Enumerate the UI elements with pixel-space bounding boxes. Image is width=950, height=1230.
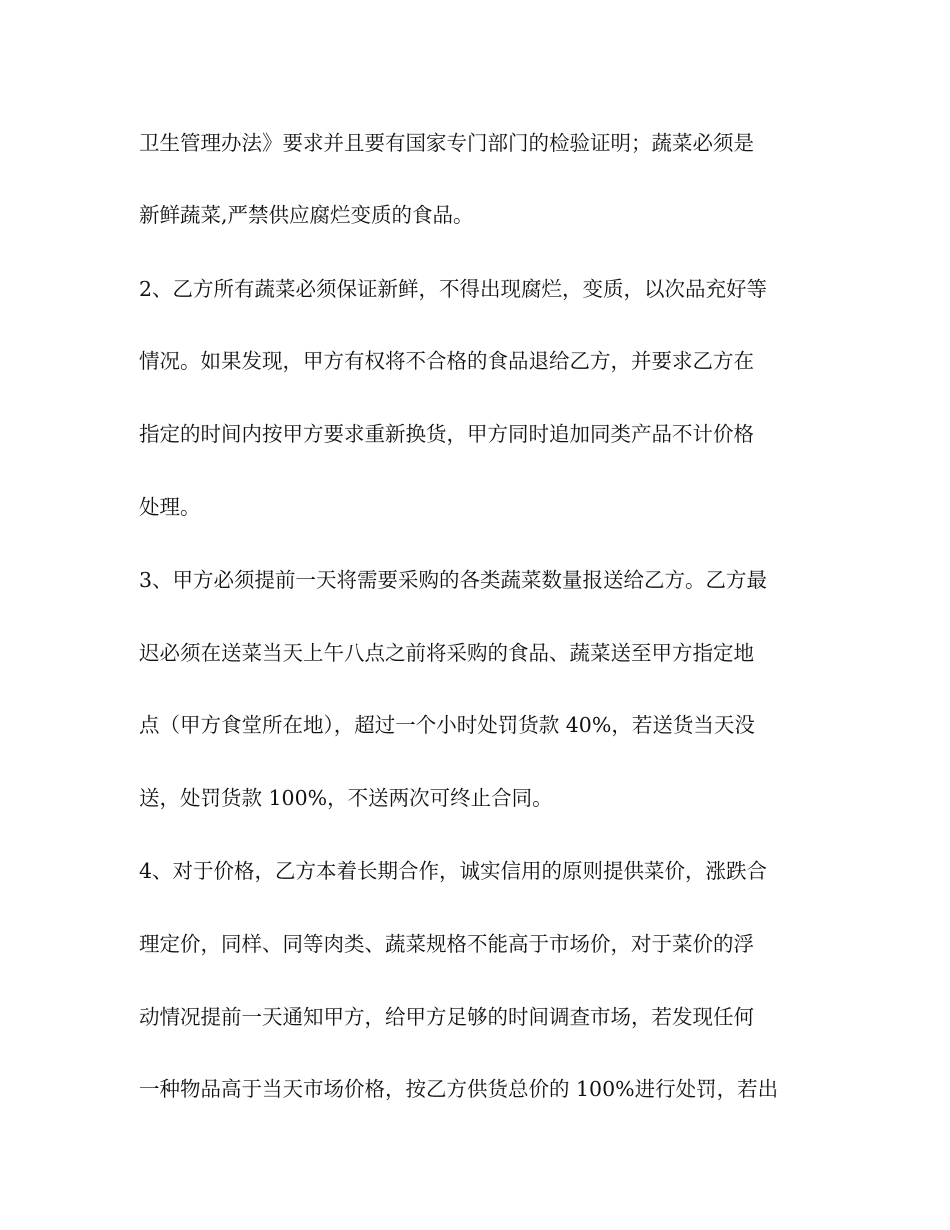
text-line: 处理。: [139, 495, 201, 519]
text-line: 一种物品高于当天市场价格，按乙方供货总价的 100%进行处罚，若出: [139, 1077, 779, 1101]
text-line: 指定的时间内按甲方要求重新换货，甲方同时追加同类产品不计价格: [139, 422, 754, 446]
text-line: 动情况提前一天通知甲方，给甲方足够的时间调查市场，若发现任何: [139, 1005, 754, 1029]
text-line: 迟必须在送菜当天上午八点之前将采购的食品、蔬菜送至甲方指定地: [139, 641, 754, 665]
text-line: 2、乙方所有蔬菜必须保证新鲜，不得出现腐烂，变质，以次品充好等: [139, 277, 768, 301]
text-line: 新鲜蔬菜,严禁供应腐烂变质的食品。: [139, 203, 474, 227]
text-line: 4、对于价格，乙方本着长期合作，诚实信用的原则提供菜价，涨跌合: [139, 859, 768, 883]
text-line: 理定价，同样、同等肉类、蔬菜规格不能高于市场价，对于菜价的浮: [139, 932, 754, 956]
text-line: 送，处罚货款 100%，不送两次可终止合同。: [139, 786, 553, 810]
text-line: 卫生管理办法》要求并且要有国家专门部门的检验证明；蔬菜必须是: [139, 131, 754, 155]
text-line: 点（甲方食堂所在地），超过一个小时处罚货款 40%，若送货当天没: [139, 713, 755, 737]
text-line: 3、甲方必须提前一天将需要采购的各类蔬菜数量报送给乙方。乙方最: [139, 568, 768, 592]
text-line: 情况。如果发现，甲方有权将不合格的食品退给乙方，并要求乙方在: [139, 349, 754, 373]
